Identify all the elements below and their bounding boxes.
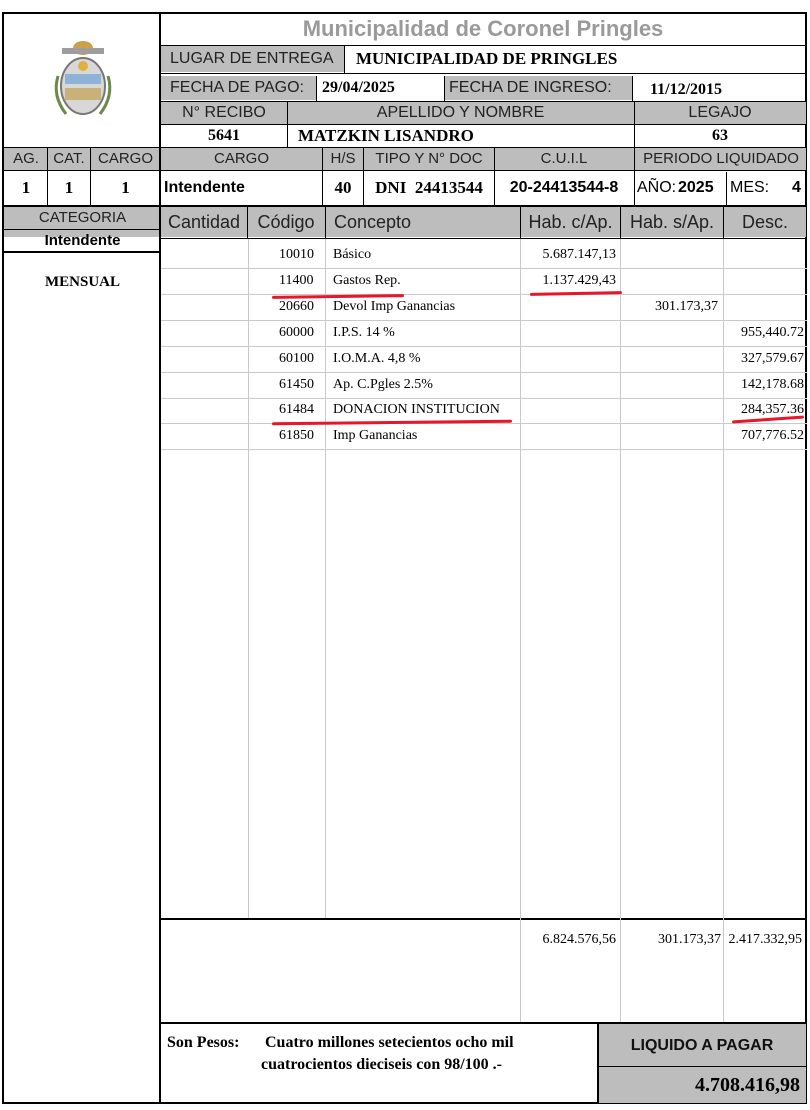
categoria-label: CATEGORIA [38,209,127,226]
row-concepto: Gastos Rep. [333,273,401,288]
row-concepto: Devol Imp Ganancias [333,299,456,314]
cat-value: 1 [64,178,74,197]
row-separator [161,346,807,347]
row-codigo: 60100 [279,351,314,366]
row-desc [724,245,804,265]
hs-value: 40 [334,178,352,197]
lugar-label: LUGAR DE ENTREGA [170,50,334,67]
row-concepto: I.P.S. 14 % [333,325,395,340]
anio-label: AÑO: [637,179,677,196]
row-hab-cap [521,426,616,446]
cargo2-label: CARGO [213,150,269,167]
cargo2-value: Intendente [164,179,245,196]
coat-of-arms-icon [48,36,118,126]
row-desc: 327,579.67 [741,351,804,366]
row-codigo: 11400 [279,273,314,288]
mes-label: MES: [730,179,770,196]
col-concepto: Concepto [334,212,412,232]
row-hab-cap [521,297,616,317]
row-concepto: Ap. C.Pgles 2.5% [333,377,433,392]
ag-value: 1 [21,178,31,197]
periodo-label: PERIODO LIQUIDADO [643,150,799,167]
row-hab-sap [621,245,718,265]
row-concepto: Básico [333,247,372,262]
doc-label: TIPO Y N° DOC [375,150,483,167]
anio-value: 2025 [678,179,714,196]
row-desc: 284,357.36 [741,402,804,417]
col-desc: Desc. [741,212,788,232]
fecha-ingreso-label: FECHA DE INGRESO: [449,79,612,96]
row-hab-cap [521,323,616,343]
col-cantidad: Cantidad [167,212,241,232]
row-hab-cap [521,349,616,369]
row-concepto: I.O.M.A. 4,8 % [333,351,421,366]
col-codigo: Código [257,212,315,232]
recibo-label: N° RECIBO [182,104,266,121]
son-pesos-label: Son Pesos: [167,1034,240,1051]
col-hab-sap: Hab. s/Ap. [629,212,715,232]
col-hab-cap: Hab. c/Ap. [528,212,613,232]
row-hab-sap [621,375,718,395]
row-hab-sap [621,271,718,291]
total-hab-sap: 301.173,37 [658,932,721,947]
row-hab-cap [521,375,616,395]
row-codigo: 61484 [279,402,314,417]
row-desc [724,297,804,317]
row-hab-sap [621,400,718,420]
recibo-value: 5641 [208,127,240,144]
row-codigo: 10010 [279,247,314,262]
hs-label: H/S [330,150,356,167]
row-separator [161,268,807,269]
row-concepto: DONACION INSTITUCION [333,402,500,417]
row-desc: 142,178.68 [741,377,804,392]
row-concepto: Imp Ganancias [333,428,418,443]
cuil-label: C.U.I.L [540,150,588,167]
categoria-value: Intendente [44,232,121,249]
nombre-label: APELLIDO Y NOMBRE [376,104,545,121]
fecha-pago-value: 29/04/2025 [322,79,395,96]
row-desc [724,271,804,291]
row-codigo: 61850 [279,428,314,443]
row-hab-sap [621,426,718,446]
row-hab-cap: 1.137.429,43 [542,273,616,288]
row-hab-cap: 5.687.147,13 [542,247,616,262]
lugar-value: MUNICIPALIDAD DE PRINGLES [356,49,618,68]
row-separator [161,294,807,295]
fecha-ingreso-value: 11/12/2015 [650,81,723,98]
total-hab-cap: 6.824.576,56 [542,932,616,947]
row-separator [161,423,807,424]
liquido-label: LIQUIDO A PAGAR [630,1037,774,1054]
cargo-label: CARGO [97,150,153,167]
cuil-value: 20-24413544-8 [509,179,619,196]
ag-label: AG. [13,150,39,167]
page-title: Municipalidad de Coronel Pringles [302,16,664,41]
row-codigo: 20660 [279,299,314,314]
row-codigo: 61450 [279,377,314,392]
row-desc: 707,776.52 [741,428,804,443]
row-separator [161,398,807,399]
son-pesos-line2: cuatrocientos dieciseis con 98/100 .- [261,1056,503,1073]
row-separator [161,320,807,321]
row-hab-sap [621,323,718,343]
legajo-value: 63 [712,127,728,144]
modalidad-value: MENSUAL [44,274,120,290]
cat-label: CAT. [53,150,85,167]
row-separator [161,449,807,450]
doc-value: DNI 24413544 [375,178,483,197]
logo-cell [4,14,159,148]
total-desc: 2.417.332,95 [728,932,802,947]
row-separator [161,372,807,373]
nombre-value: MATZKIN LISANDRO [298,126,474,145]
row-hab-sap: 301.173,37 [655,299,718,314]
cargo-value: 1 [121,178,130,197]
son-pesos-line1: Cuatro millones setecientos ocho mil [265,1034,514,1051]
liquido-value: 4.708.416,98 [695,1074,800,1096]
row-hab-sap [621,349,718,369]
row-codigo: 60000 [279,325,314,340]
row-desc: 955,440.72 [741,325,804,340]
row-hab-cap [521,400,616,420]
fecha-pago-label: FECHA DE PAGO: [170,79,304,96]
legajo-label: LEGAJO [688,104,752,121]
mes-value: 4 [792,179,801,196]
